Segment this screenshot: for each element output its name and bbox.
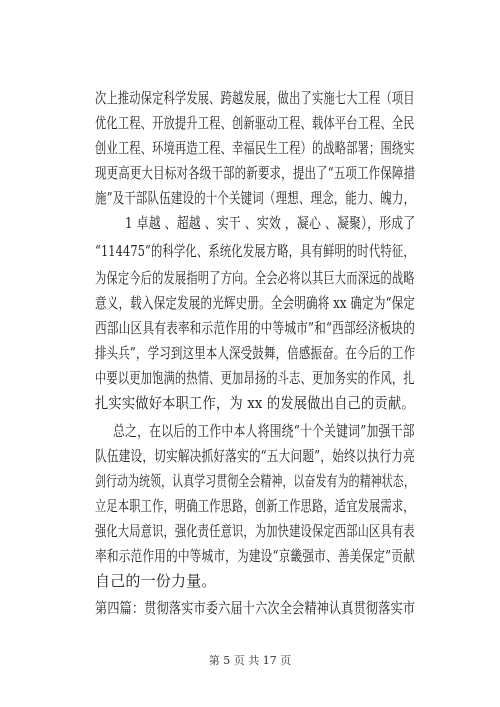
paragraph-line: 西部山区具有表率和示范作用的中等城市”和“西部经济板块的: [95, 319, 415, 337]
page-number: 第 5 页 共 17 页: [208, 654, 292, 667]
paragraph-line: 施”及干部队伍建设的十个关键词（理想、理念，能力、魄力，: [95, 189, 416, 207]
paragraph-line: 总之，在以后的工作中本人将围绕“十个关键词”加强干部: [113, 422, 415, 440]
paragraph-line: 意义，载入保定发展的光辉史册。全会明确将 xx 确定为“保定: [95, 294, 416, 312]
paragraph-line: 自己的一份力量。: [95, 572, 217, 590]
paragraph-line: “114475”的科学化、系统化发展方略，具有鲜明的时代特征，: [95, 242, 415, 260]
paragraph-line: 队伍建设，切实解决抓好落实的“五大问题”，始终以执行力亮: [95, 447, 415, 465]
paragraph-line: 排头兵”，学习到这里本人深受鼓舞，倍感振奋。在今后的工作: [95, 344, 416, 362]
paragraph-line: 中要以更加饱满的热情、更加昂扬的斗志、更加务实的作风，扎: [95, 369, 415, 387]
paragraph-line: 1 卓越 、超越 、实干 、实效 ，凝心 、凝聚），形成了: [125, 214, 416, 232]
paragraph-line: 立足本职工作，明确工作思路，创新工作思路，适宜发展需求，: [95, 497, 415, 515]
paragraph-line: 率和示范作用的中等城市，为建设“京畿强市、善美保定”贡献: [95, 547, 415, 565]
paragraph-line: 现更高更大目标对各级干部的新要求，提出了“五项工作保障措: [95, 164, 416, 182]
paragraph-line: 创业工程、环境再造工程、幸福民生工程）的战略部署；围绕实: [95, 139, 415, 157]
paragraph-line: 为保定今后的发展指明了方向。全会必将以其巨大而深远的战略: [95, 269, 415, 287]
paragraph-line: 剑行动为统领，认真学习贯彻全会精神，以奋发有为的精神状态，: [95, 472, 415, 490]
paragraph-line: 优化工程、开放提升工程、创新驱动工程、载体平台工程、全民: [95, 114, 415, 132]
paragraph-line: 扎实实做好本职工作，为 xx 的发展做出自己的贡献。: [95, 394, 415, 412]
paragraph-line: 次上推动保定科学发展、跨越发展，做出了实施七大工程（项目: [95, 89, 415, 107]
paragraph-line: 强化大局意识，强化责任意识，为加快建设保定西部山区具有表: [95, 522, 415, 540]
section-heading: 第四篇：贯彻落实市委六届十六次全会精神认真贯彻落实市: [95, 599, 416, 617]
